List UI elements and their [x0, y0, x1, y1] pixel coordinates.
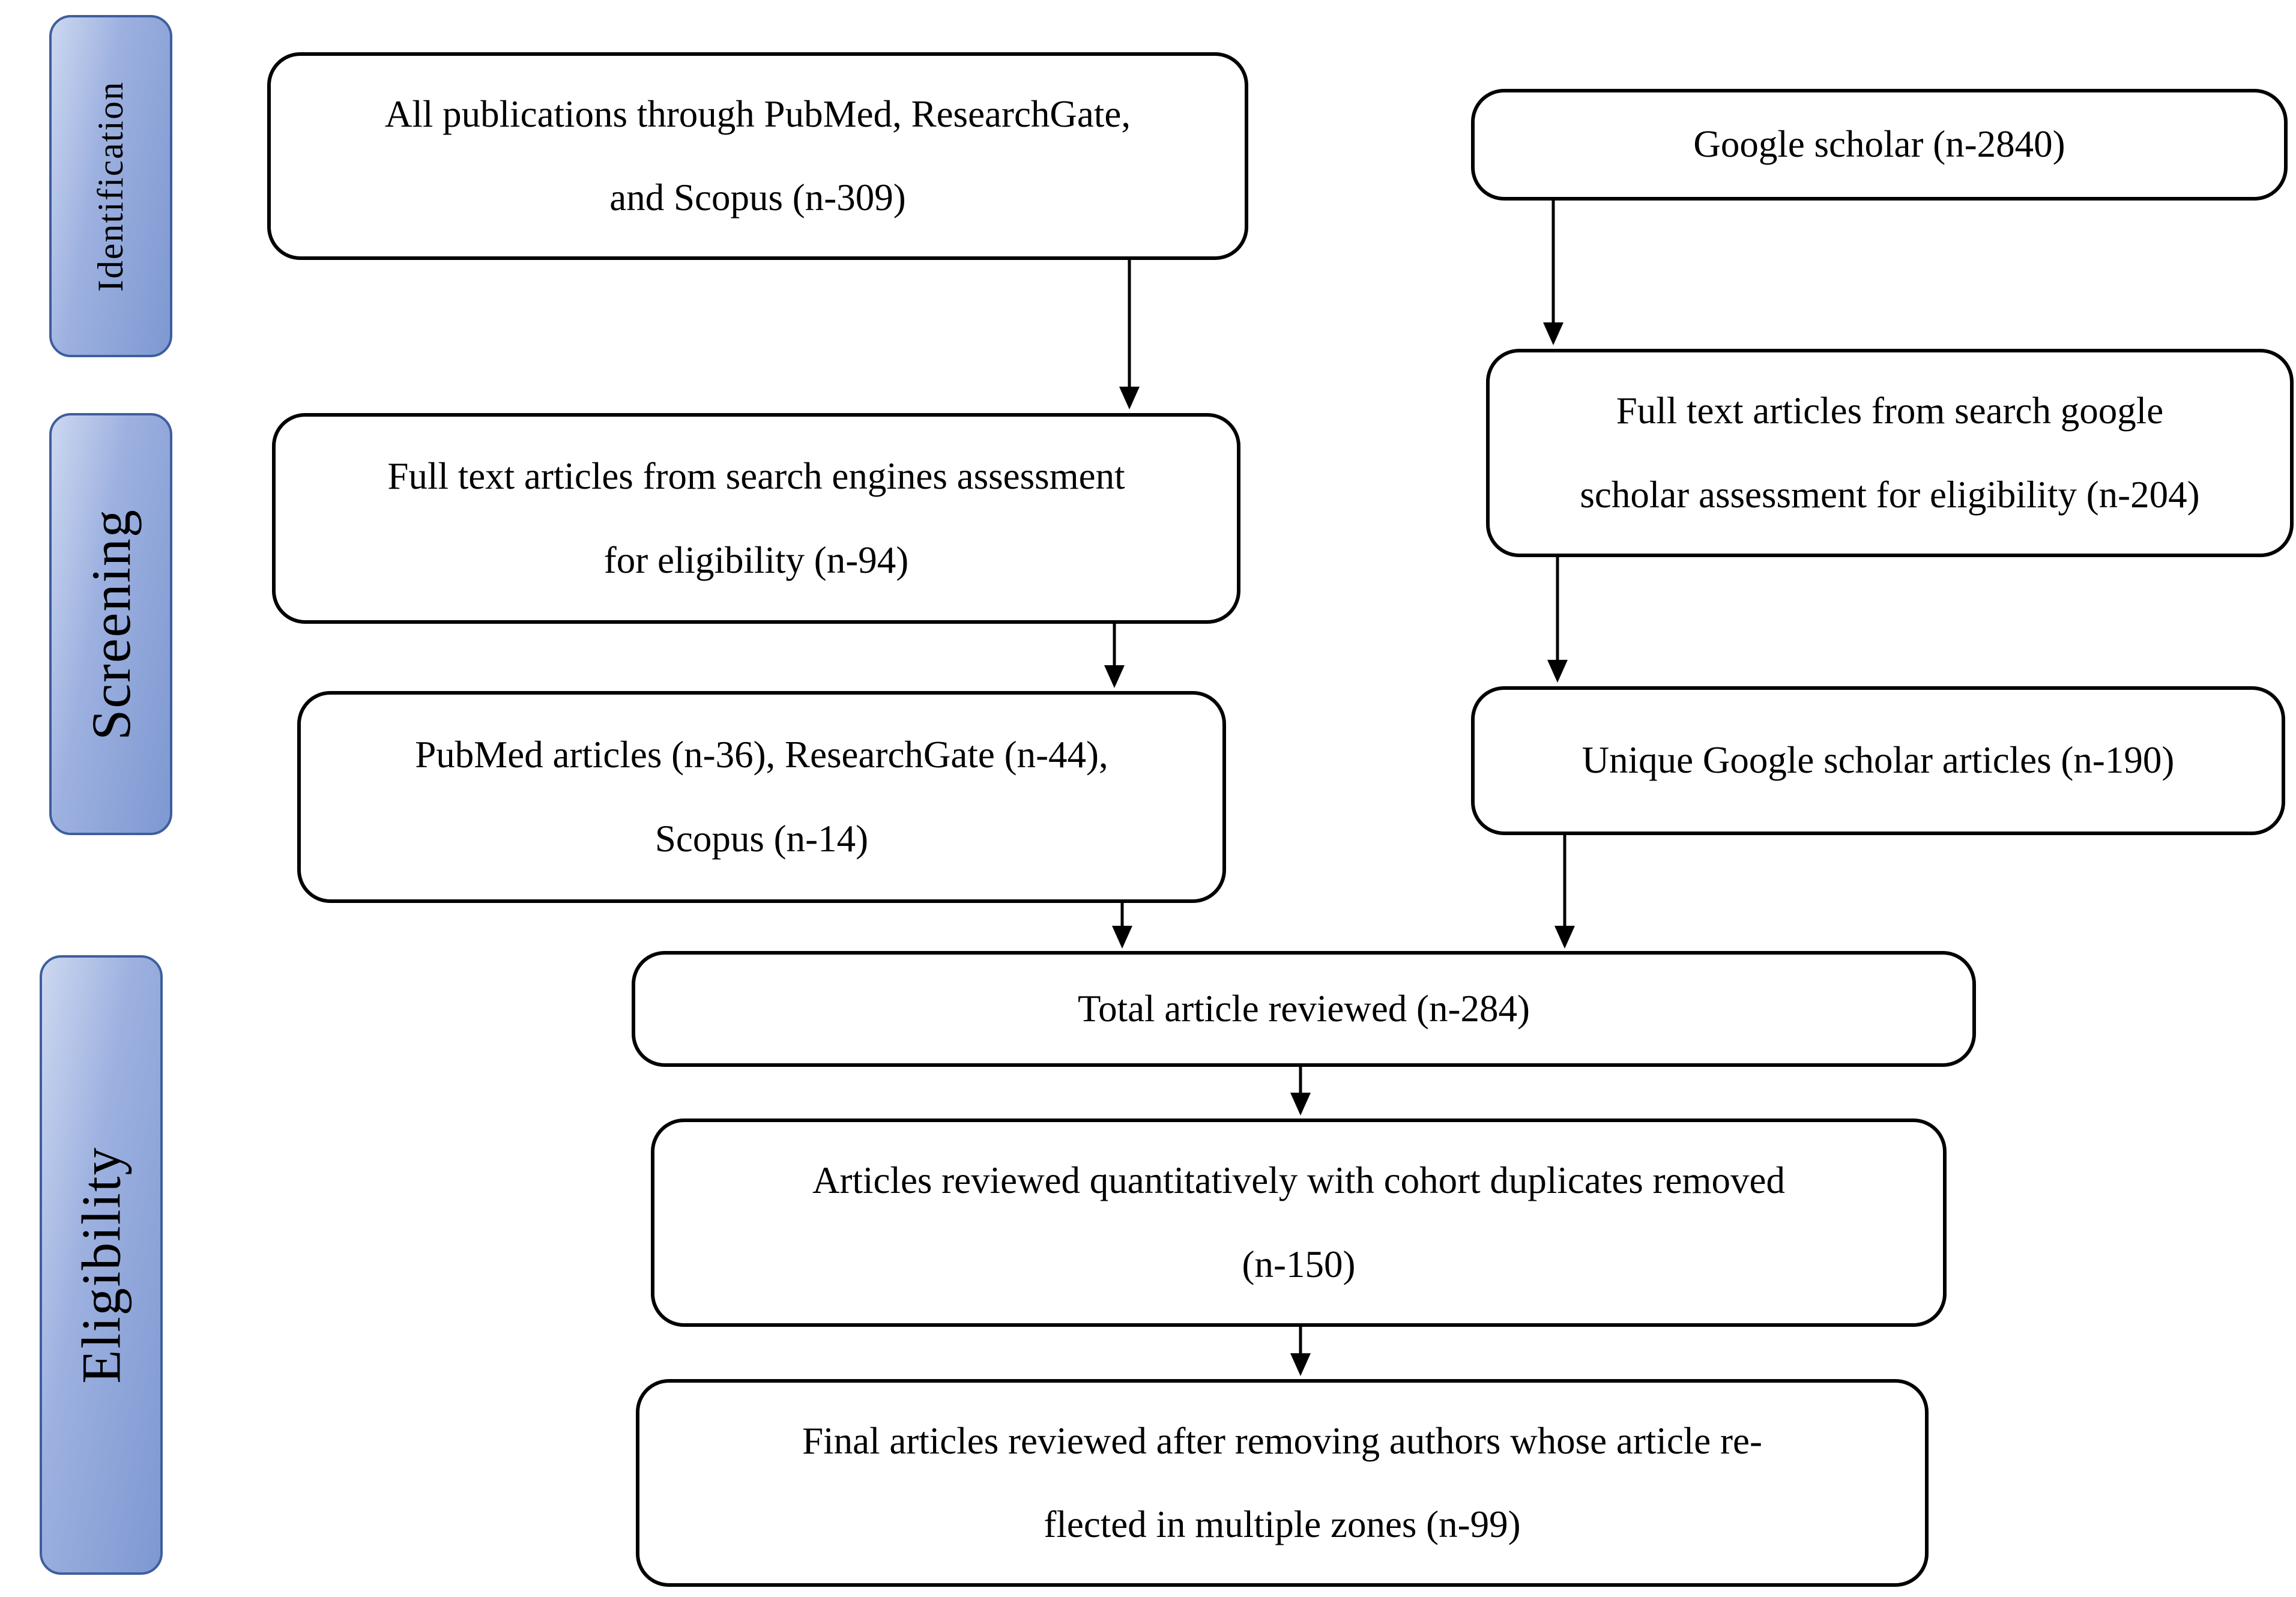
stage-label-screening — [49, 413, 172, 835]
stage-label-text: Identification — [91, 80, 131, 292]
box-all-publications — [267, 52, 1248, 260]
box-text-line: and Scopus (n-309) — [609, 177, 906, 219]
box-text-line: Full text articles from search google — [1616, 390, 2164, 432]
stage-label-eligibility — [40, 955, 163, 1575]
box-text-line: for eligibility (n-94) — [603, 539, 909, 581]
box-text-line: Final articles reviewed after removing authors whose article re- — [802, 1419, 1762, 1462]
box-text-line: Scopus (n-14) — [654, 817, 869, 860]
box-text-line: All publications through PubMed, ResearchGate, — [384, 92, 1131, 135]
box-text-line: flected in multiple zones (n-99) — [1044, 1503, 1521, 1545]
box-fulltext-google-scholar — [1486, 349, 2294, 557]
arrow-total-to-quantitative — [1290, 1067, 1311, 1115]
arrow-fulltextgs-to-unique — [1547, 557, 1568, 683]
arrow-allpubs-to-fulltext — [1119, 260, 1140, 409]
box-final-reviewed — [636, 1379, 1929, 1587]
box-text-line: scholar assessment for eligibility (n-204) — [1580, 473, 2200, 516]
box-text-line: Unique Google scholar articles (n-190) — [1582, 739, 2175, 782]
stage-label-identification — [49, 15, 172, 357]
box-text-line: Total article reviewed (n-284) — [1078, 987, 1530, 1030]
box-google-scholar — [1471, 89, 2288, 201]
box-fulltext-search-engines — [272, 413, 1240, 624]
box-text-line: PubMed articles (n-36), ResearchGate (n-44), — [415, 734, 1108, 776]
stage-label-text: Screening — [80, 508, 142, 740]
box-text-line: Articles reviewed quantitatively with cohort duplicates removed — [812, 1159, 1785, 1202]
box-text-line: (n-150) — [1242, 1243, 1356, 1285]
arrow-quantitative-to-final — [1290, 1327, 1311, 1376]
box-per-database-counts — [297, 691, 1226, 903]
arrow-googlescholar-to-fulltext — [1543, 201, 1563, 345]
box-quantitative-review — [651, 1119, 1947, 1327]
stage-label-text: Eligibility — [70, 1146, 132, 1384]
arrow-perdatabase-to-total — [1112, 903, 1132, 949]
box-unique-google-scholar — [1471, 686, 2285, 835]
arrow-fulltext-to-perdatabase — [1104, 624, 1125, 688]
box-total-reviewed — [632, 951, 1976, 1067]
box-text-line: Full text articles from search engines assessment — [387, 455, 1125, 498]
arrow-unique-to-total — [1554, 835, 1575, 949]
box-text-line: Google scholar (n-2840) — [1693, 123, 2065, 166]
